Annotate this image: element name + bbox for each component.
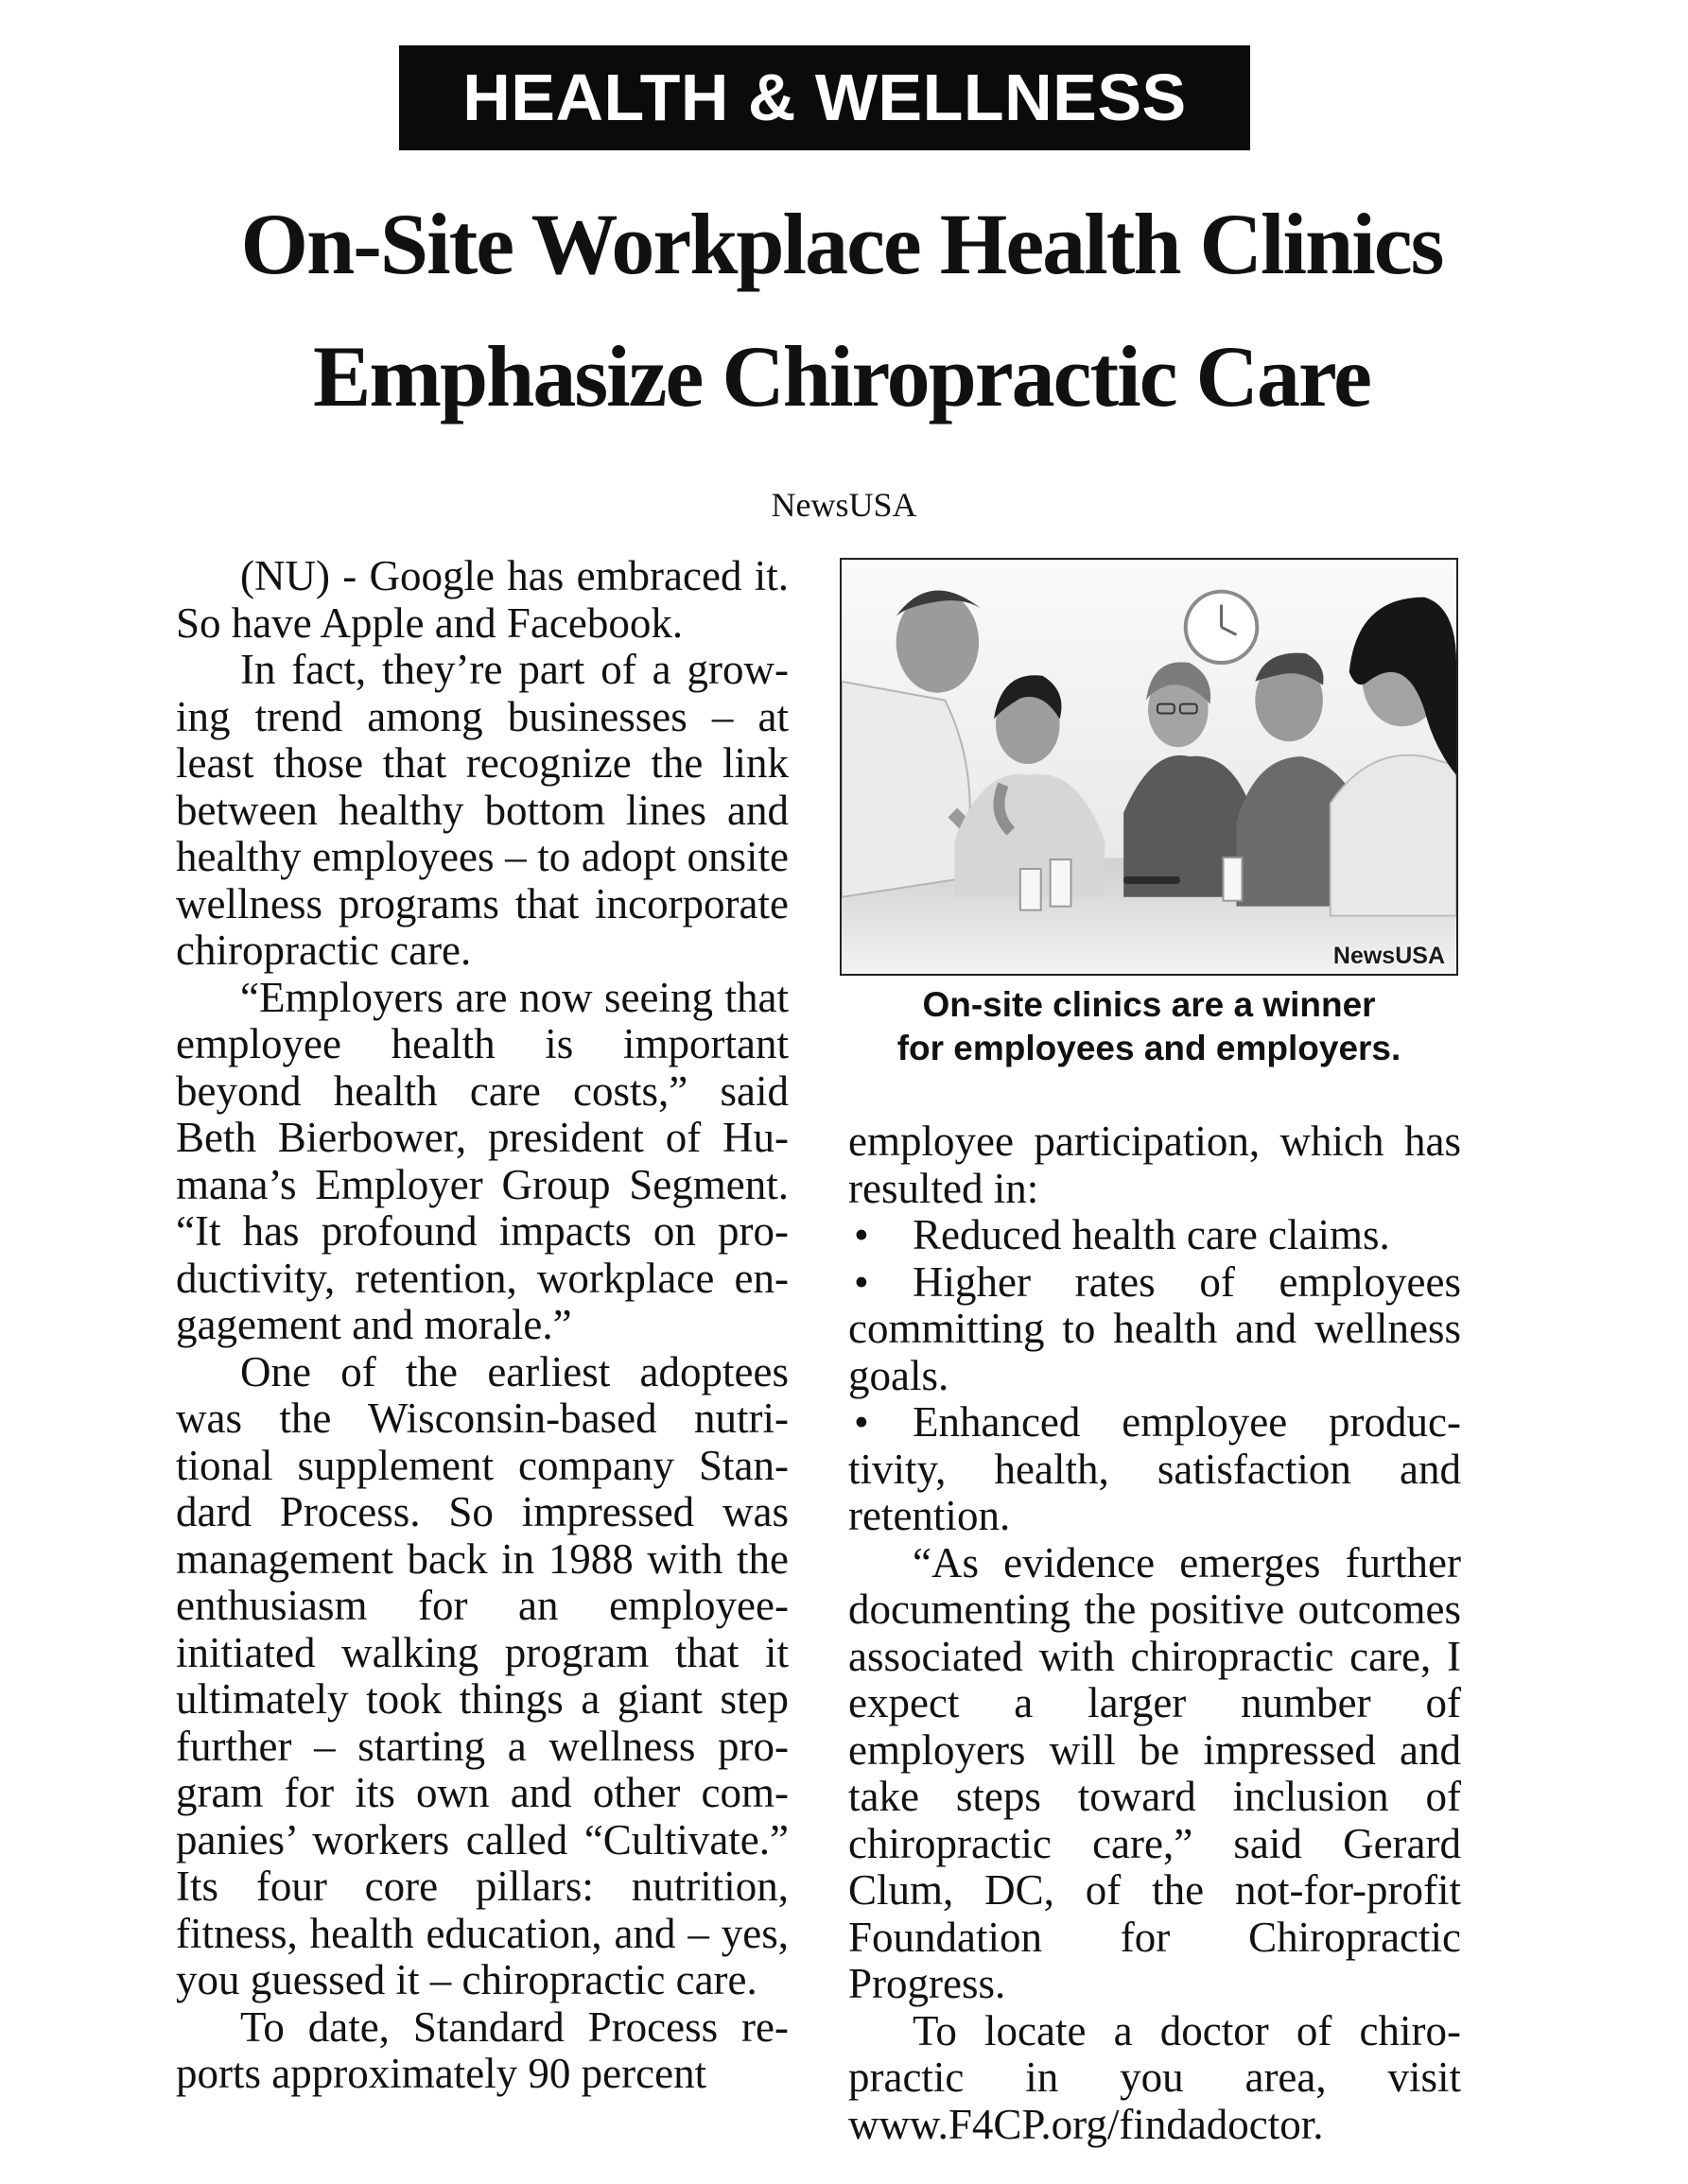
photo-caption-line-1: On-site clinics are a winner [922, 985, 1376, 1024]
bullet-item [848, 1212, 1461, 1259]
headline-line-1: On-Site Workplace Health Clinics [240, 196, 1443, 292]
bullet-marker: • [854, 1211, 869, 1258]
headline [113, 178, 1570, 442]
bullet-text: Enhanced employee productivity, health, satisfaction and retention. [848, 1398, 1461, 1539]
article-paragraph: employee participation, which has resulted in: [848, 1118, 1461, 1212]
article-paragraph: “As evidence emerges further documenting the positive outcomes associated with chiropractic care, I expect a larger number of employers will be impressed and take steps toward inclusion of chiropractic care,” said Gerard Clum, DC, of the not-for-profit Foundation for Chiropractic Progress. [848, 1538, 1461, 2007]
section-banner: HEALTH & WELLNESS [399, 45, 1250, 150]
article-paragraph: “Employers are now seeing that employee health is important beyond health care costs,” said Beth Bierbower, president of Humana’s Employer Group Segment. “It has profound impacts on productivity, retention, workplace engagement and morale.” [176, 973, 789, 1348]
headline-line-2: Emphasize Chiropractic Care [312, 328, 1370, 425]
bullet-text: Higher rates of employees committing to health and wellness goals. [848, 1257, 1461, 1399]
article-paragraph: To date, Standard Process reports approximately 90 percent [176, 2002, 789, 2097]
byline: NewsUSA [771, 486, 917, 524]
article-paragraph: One of the earliest adoptees was the Wisconsin-based nutritional supplement company Standard Process. So impressed was management back in 1988 with the enthusiasm for an employee-initiated walking program that it ultimately took things a giant step further – starting a wellness program for its own and other companies’ workers called “Cultivate.” Its four core pillars: nutrition, fitness, health education, and – yes, you guessed it – chiropractic care. [176, 1347, 789, 2003]
clock-shape [1186, 592, 1258, 663]
photo-caption-line-2: for employees and employers. [896, 1029, 1401, 1067]
results-bullet-list [848, 1212, 1461, 1540]
article-paragraph: (NU) - Google has embraced it. So have Apple and Facebook. [176, 552, 789, 647]
article-paragraph: To locate a doctor of chiropractic in you area, visit www.F4CP.org/findadoctor. [848, 2006, 1461, 2148]
office-meeting-photo [842, 560, 1456, 974]
article-paragraph: In fact, they’re part of a growing trend among businesses – at least those that recognize the link between healthy bottom lines and healthy employees – to adopt onsite wellness programs that incorporate chiropractic care. [176, 646, 789, 974]
photo-caption [840, 983, 1458, 1070]
article-column-left [176, 553, 789, 2098]
photo-credit: NewsUSA [1332, 943, 1445, 969]
article-column-right [848, 1118, 1461, 2148]
bullet-marker: • [854, 1257, 869, 1306]
bullet-item [848, 1399, 1461, 1540]
bullet-text: Reduced health care claims. [913, 1211, 1390, 1258]
bullet-item [848, 1259, 1461, 1400]
bullet-marker: • [854, 1398, 869, 1446]
article-photo [840, 558, 1458, 976]
